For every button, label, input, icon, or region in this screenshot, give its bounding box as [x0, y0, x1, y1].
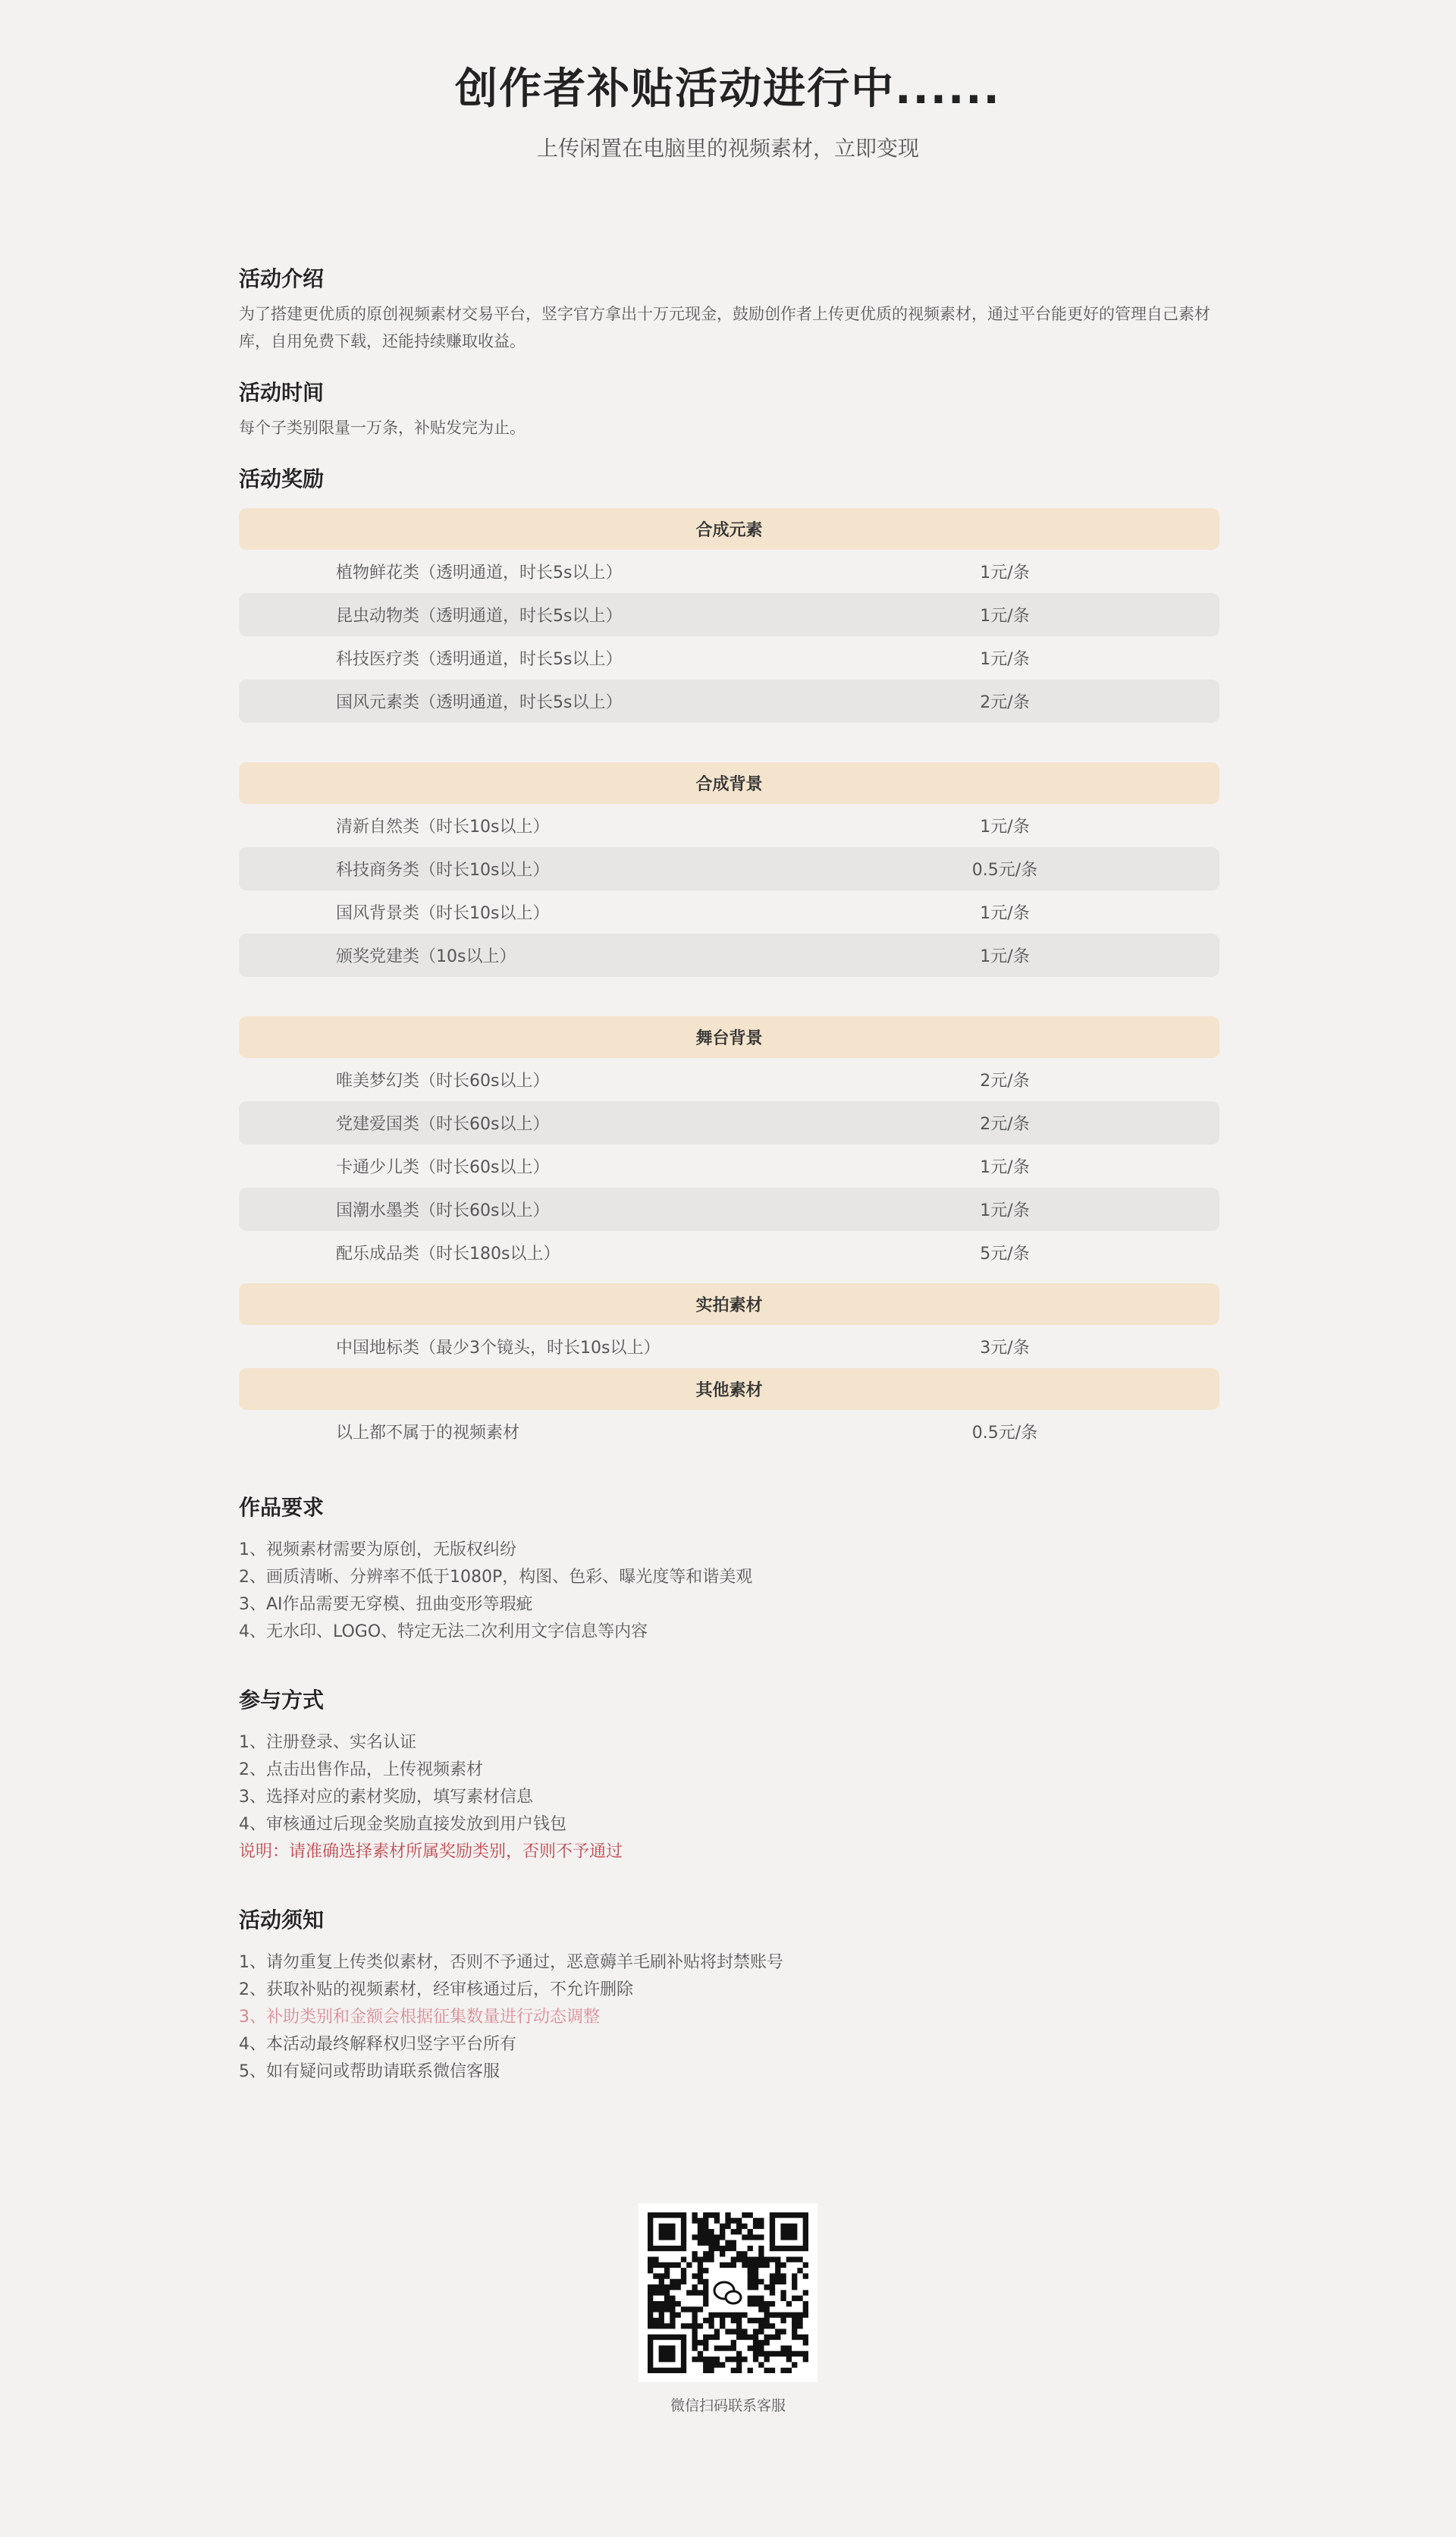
participation-note: 说明：请准确选择素材所属奖励类别，否则不予通过 [239, 1842, 623, 1861]
reward-name: 植物鲜花类（透明通道，时长5s以上） [336, 564, 623, 582]
list-item: 1、注册登录、实名认证 [239, 1733, 416, 1752]
reward-row [239, 1144, 1219, 1188]
list-item: 2、画质清晰、分辨率不低于1080P，构图、色彩、曝光度等和谐美观 [239, 1568, 753, 1587]
reward-row [239, 680, 1219, 723]
reward-row [239, 636, 1219, 680]
qr-code-graphic [648, 2212, 808, 2373]
reward-name: 颁奖党建类（10s以上） [336, 947, 516, 966]
reward-row [239, 1188, 1219, 1231]
contact-qr [639, 2203, 817, 2415]
hero [0, 0, 1456, 162]
time-section [239, 378, 1219, 441]
wechat-logo-icon [708, 2273, 747, 2312]
reward-row [239, 1410, 1219, 1453]
reward-price: 1元/条 [980, 650, 1030, 669]
intro-text: 为了搭建更优质的原创视频素材交易平台，竖字官方拿出十万元现金，鼓励创作者上传更优质的视频素材，通过平台能更好的管理自己素材库，自用免费下载，还能持续赚取收益。 [239, 305, 1210, 350]
requirements-section [239, 1493, 1219, 1646]
participation-title: 参与方式 [239, 1688, 325, 1713]
reward-price: 1元/条 [980, 904, 1030, 923]
reward-name: 卡通少儿类（时长60s以上） [336, 1158, 550, 1177]
time-text: 每个子类别限量一万条，补贴发完为止。 [239, 419, 526, 437]
reward-price: 2元/条 [980, 1115, 1030, 1134]
reward-row [239, 890, 1219, 934]
reward-price: 1元/条 [980, 1201, 1030, 1220]
group-header: 舞台背景 [239, 1016, 1219, 1058]
reward-row [239, 1101, 1219, 1144]
reward-row [239, 1058, 1219, 1101]
list-item: 2、点击出售作品，上传视频素材 [239, 1760, 483, 1779]
qr-finder-pattern [648, 2212, 686, 2251]
list-item: 2、获取补贴的视频素材，经审核通过后，不允许删除 [239, 1980, 633, 1999]
reward-price: 1元/条 [980, 1158, 1030, 1177]
reward-name: 以上都不属于的视频素材 [336, 1424, 520, 1443]
group-header: 合成元素 [239, 508, 1219, 550]
list-item: 4、审核通过后现金奖励直接发放到用户钱包 [239, 1815, 566, 1834]
page-title: 创作者补贴活动进行中...... [455, 64, 1001, 114]
list-item: 5、如有疑问或帮助请联系微信客服 [239, 2062, 500, 2081]
group-spacer [239, 1274, 1219, 1283]
reward-name: 清新自然类（时长10s以上） [336, 818, 550, 837]
reward-row [239, 804, 1219, 847]
reward-price: 1元/条 [980, 947, 1030, 966]
notice-section [239, 1905, 1219, 2086]
group-spacer [239, 723, 1219, 762]
reward-name: 唯美梦幻类（时长60s以上） [336, 1072, 550, 1091]
reward-row [239, 1231, 1219, 1274]
reward-name: 国风元素类（透明通道，时长5s以上） [336, 693, 623, 712]
reward-name: 配乐成品类（时长180s以上） [336, 1245, 560, 1264]
list-item: 1、请勿重复上传类似素材，否则不予通过，恶意薅羊毛刷补贴将封禁账号 [239, 1953, 783, 1972]
group-spacer [239, 977, 1219, 1016]
intro-section [239, 264, 1219, 355]
main-content [239, 264, 1219, 2086]
reward-row [239, 593, 1219, 636]
reward-name: 科技医疗类（透明通道，时长5s以上） [336, 650, 623, 669]
reward-price: 1元/条 [980, 818, 1030, 837]
qr-finder-pattern [770, 2212, 808, 2251]
reward-row [239, 550, 1219, 593]
reward-row [239, 847, 1219, 890]
list-item: 1、视频素材需要为原创，无版权纠纷 [239, 1540, 516, 1559]
list-item: 4、本活动最终解释权归竖字平台所有 [239, 2035, 516, 2054]
reward-row [239, 934, 1219, 977]
page-subtitle: 上传闲置在电脑里的视频素材，立即变现 [536, 136, 919, 161]
reward-row [239, 1325, 1219, 1368]
notice-title: 活动须知 [239, 1907, 325, 1933]
wechat-qr-code-icon[interactable] [639, 2203, 817, 2382]
participation-list [239, 1729, 1219, 1866]
reward-price: 0.5元/条 [971, 1424, 1038, 1443]
reward-price: 2元/条 [980, 1072, 1030, 1091]
list-item: 3、AI作品需要无穿模、扭曲变形等瑕疵 [239, 1595, 533, 1614]
reward-price: 0.5元/条 [971, 861, 1038, 880]
reward-price: 2元/条 [980, 693, 1030, 712]
reward-name: 中国地标类（最少3个镜头，时长10s以上） [336, 1339, 661, 1358]
list-item: 3、选择对应的素材奖励，填写素材信息 [239, 1788, 533, 1807]
reward-price: 3元/条 [980, 1339, 1030, 1358]
reward-name: 科技商务类（时长10s以上） [336, 861, 550, 880]
reward-name: 国潮水墨类（时长60s以上） [336, 1201, 550, 1220]
list-item: 3、补助类别和金额会根据征集数量进行动态调整 [239, 2008, 600, 2027]
reward-price: 1元/条 [980, 607, 1030, 626]
notice-list [239, 1949, 1219, 2086]
reward-name: 昆虫动物类（透明通道，时长5s以上） [336, 607, 623, 626]
requirements-list [239, 1537, 1219, 1646]
reward-price: 1元/条 [980, 564, 1030, 582]
group-header: 实拍素材 [239, 1283, 1219, 1325]
participation-section [239, 1685, 1219, 1866]
qr-caption: 微信扫码联系客服 [670, 2397, 786, 2414]
reward-title: 活动奖励 [239, 466, 325, 491]
reward-price: 5元/条 [980, 1245, 1030, 1264]
list-item: 4、无水印、LOGO、特定无法二次利用文字信息等内容 [239, 1622, 648, 1641]
reward-section [239, 464, 1219, 1453]
requirements-title: 作品要求 [239, 1495, 325, 1520]
reward-name: 国风背景类（时长10s以上） [336, 904, 550, 923]
time-title: 活动时间 [239, 380, 325, 405]
group-header: 其他素材 [239, 1368, 1219, 1410]
reward-table [239, 508, 1219, 1453]
intro-title: 活动介绍 [239, 266, 325, 291]
qr-finder-pattern [648, 2334, 686, 2373]
group-header: 合成背景 [239, 762, 1219, 804]
reward-name: 党建爱国类（时长60s以上） [336, 1115, 550, 1134]
